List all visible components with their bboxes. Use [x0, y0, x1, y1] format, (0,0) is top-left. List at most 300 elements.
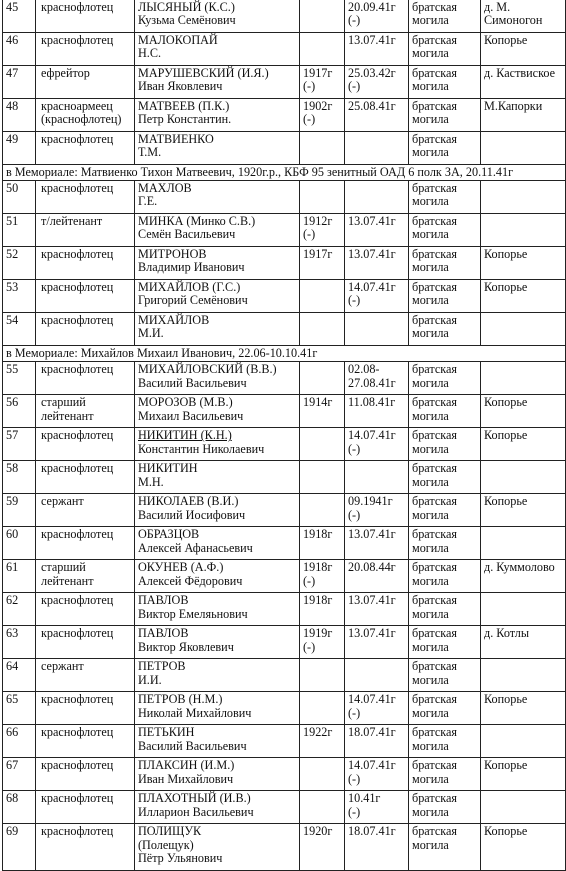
birth-year-cell-line: (-) — [303, 639, 316, 654]
table-row — [3, 214, 566, 247]
memorial-note-row — [3, 346, 566, 362]
burial-cell-line: братская — [412, 0, 458, 14]
death-date-cell-line: (-) — [348, 441, 361, 456]
place-cell-line: Копорье — [484, 395, 528, 410]
death-date-cell — [345, 0, 409, 33]
rank-cell-line: краснофлотец — [41, 626, 114, 641]
place-cell-line: Копорье — [484, 428, 528, 443]
place-cell — [481, 758, 566, 791]
row-number: 46 — [3, 33, 36, 66]
row-number: 45 — [3, 0, 36, 33]
burial-cell-line: могила — [412, 474, 449, 489]
row-number: 62 — [3, 593, 36, 626]
place-cell-line: Копорье — [484, 280, 528, 295]
death-date-cell — [345, 560, 409, 593]
death-date-cell — [345, 593, 409, 626]
place-cell — [481, 494, 566, 527]
death-date-cell — [345, 791, 409, 824]
birth-year-cell-line: (-) — [303, 227, 316, 242]
death-date-cell — [345, 692, 409, 725]
place-cell — [481, 659, 566, 692]
rank-cell — [36, 33, 135, 66]
row-number: 59 — [3, 494, 36, 527]
birth-year-cell — [300, 626, 345, 659]
name-cell-line: ПЛАХОТНЫЙ (И.В.) — [138, 791, 251, 806]
memorial-note: в Мемориале: Михайлов Михаил Иванович, 22.06-10.10.41г — [3, 346, 566, 362]
death-date-cell — [345, 626, 409, 659]
birth-year-cell — [300, 362, 345, 395]
place-cell-line: Копорье — [484, 247, 528, 262]
place-cell — [481, 132, 566, 165]
death-date-cell-line: (-) — [348, 507, 361, 522]
death-date-cell — [345, 362, 409, 395]
burial-cell-line: могила — [412, 573, 449, 588]
death-date-cell-line: 18.07.41г — [348, 824, 396, 839]
burial-cell-line: братская — [412, 593, 458, 608]
table-row — [3, 395, 566, 428]
birth-year-cell-line: 1917г — [303, 66, 333, 80]
burial-cell-line: братская — [412, 33, 458, 47]
burial-cell-line: могила — [412, 145, 449, 160]
birth-year-cell — [300, 494, 345, 527]
name-cell — [135, 181, 300, 214]
rank-cell-line: краснофлотец — [41, 280, 114, 295]
rank-cell-line: ефрейтор — [41, 66, 90, 80]
name-cell — [135, 725, 300, 758]
birth-year-cell — [300, 725, 345, 758]
burial-cell-line: братская — [412, 626, 458, 641]
table-row — [3, 66, 566, 99]
death-date-cell-line: 10.41г — [348, 791, 381, 806]
name-cell-line: Алексей Фёдорович — [138, 573, 243, 588]
place-cell-line: Копорье — [484, 33, 528, 47]
name-cell-line: МАТВЕЕВ (П.К.) — [138, 99, 230, 113]
death-date-cell-line: 25.03.42г — [348, 66, 396, 80]
rank-cell — [36, 824, 135, 871]
row-number: 66 — [3, 725, 36, 758]
death-date-cell — [345, 428, 409, 461]
table-row — [3, 758, 566, 791]
name-cell — [135, 626, 300, 659]
birth-year-cell — [300, 428, 345, 461]
rank-cell — [36, 428, 135, 461]
burial-cell-line: братская — [412, 659, 458, 674]
death-date-cell-line: 13.07.41г — [348, 593, 396, 608]
name-cell-line: Михаил Васильевич — [138, 408, 244, 423]
burial-cell-line: братская — [412, 527, 458, 542]
name-cell-line: МАТВИЕНКО — [138, 132, 214, 146]
rank-cell-line: краснофлотец — [41, 692, 114, 707]
death-date-cell-line: 25.08.41г — [348, 99, 396, 113]
name-cell-line: ЛЫСЯНЫЙ (К.С.) — [138, 0, 235, 14]
birth-year-cell — [300, 280, 345, 313]
name-cell-line: НИКИТИН (К.Н.) — [138, 428, 232, 443]
birth-year-cell-line: (-) — [303, 112, 316, 127]
place-cell — [481, 99, 566, 132]
name-cell — [135, 593, 300, 626]
burial-cell — [409, 494, 481, 527]
name-cell — [135, 214, 300, 247]
table-row — [3, 659, 566, 692]
birth-year-cell — [300, 247, 345, 280]
burial-cell — [409, 461, 481, 494]
name-cell — [135, 758, 300, 791]
birth-year-cell — [300, 593, 345, 626]
birth-year-cell — [300, 66, 345, 99]
name-cell — [135, 560, 300, 593]
name-cell — [135, 791, 300, 824]
birth-year-cell-line: 1914г — [303, 395, 333, 410]
birth-year-cell-line: 1920г — [303, 824, 333, 839]
death-date-cell — [345, 99, 409, 132]
name-cell-line: Иван Михайлович — [138, 771, 234, 786]
table-row — [3, 692, 566, 725]
burial-cell-line: могила — [412, 705, 449, 720]
name-cell-line: ПЛАКСИН (И.М.) — [138, 758, 235, 773]
name-cell-line: НИКОЛАЕВ (В.И.) — [138, 494, 239, 509]
birth-year-cell-line: 1919г — [303, 626, 333, 641]
row-number: 56 — [3, 395, 36, 428]
place-cell-line: д. М. — [484, 0, 511, 14]
burial-cell — [409, 626, 481, 659]
rank-cell-line: краснофлотец — [41, 428, 114, 443]
row-number: 54 — [3, 313, 36, 346]
rank-cell-line: лейтенант — [41, 408, 94, 423]
death-date-cell-line: 13.07.41г — [348, 247, 396, 262]
name-cell-line: ПЕТРОВ (Н.М.) — [138, 692, 223, 707]
name-cell-line: ПАВЛОВ — [138, 593, 189, 608]
burial-cell-line: братская — [412, 461, 458, 476]
row-number: 68 — [3, 791, 36, 824]
table-row — [3, 593, 566, 626]
burial-cell — [409, 214, 481, 247]
death-date-cell — [345, 494, 409, 527]
death-date-cell-line: (-) — [348, 13, 361, 28]
name-cell-line: Григорий Семёнович — [138, 293, 248, 308]
name-cell-line: МОРОЗОВ (М.В.) — [138, 395, 233, 410]
name-cell — [135, 527, 300, 560]
burial-cell-line: могила — [412, 79, 449, 94]
row-number: 51 — [3, 214, 36, 247]
place-cell — [481, 214, 566, 247]
death-date-cell-line: 02.08- — [348, 362, 380, 377]
table-row — [3, 461, 566, 494]
place-cell-line: Симоногон — [484, 13, 543, 28]
rank-cell — [36, 725, 135, 758]
burial-cell-line: братская — [412, 824, 458, 839]
rank-cell — [36, 99, 135, 132]
burial-cell — [409, 758, 481, 791]
burial-cell — [409, 428, 481, 461]
name-cell-line: Илларион Васильевич — [138, 804, 254, 819]
rank-cell-line: краснофлотец — [41, 461, 114, 476]
name-cell — [135, 33, 300, 66]
burial-cell-line: могила — [412, 738, 449, 753]
death-date-cell — [345, 247, 409, 280]
row-number: 53 — [3, 280, 36, 313]
burial-cell-line: могила — [412, 375, 449, 390]
burial-cell — [409, 66, 481, 99]
name-cell — [135, 313, 300, 346]
rank-cell-line: краснофлотец — [41, 824, 114, 839]
rank-cell — [36, 791, 135, 824]
table-row — [3, 527, 566, 560]
burial-cell-line: могила — [412, 260, 449, 275]
birth-year-cell — [300, 181, 345, 214]
burial-cell-line: могила — [412, 112, 449, 127]
burial-cell-line: могила — [412, 804, 449, 819]
table-row — [3, 33, 566, 66]
birth-year-cell — [300, 99, 345, 132]
name-cell-line: Николай Михайлович — [138, 705, 252, 720]
birth-year-cell-line: 1918г — [303, 527, 333, 542]
birth-year-cell-line: 1922г — [303, 725, 333, 740]
death-date-cell — [345, 725, 409, 758]
birth-year-cell-line: 1902г — [303, 99, 333, 113]
death-date-cell-line: 20.08.44г — [348, 560, 396, 575]
birth-year-cell-line: 1912г — [303, 214, 333, 229]
burial-cell — [409, 824, 481, 871]
row-number: 48 — [3, 99, 36, 132]
death-date-cell — [345, 132, 409, 165]
table-row — [3, 626, 566, 659]
name-cell-line: ПОЛИЩУК — [138, 824, 202, 839]
name-cell-line: Василий Васильевич — [138, 375, 247, 390]
place-cell — [481, 461, 566, 494]
rank-cell-line: (краснофлотец) — [41, 112, 122, 127]
name-cell — [135, 824, 300, 871]
table-row — [3, 560, 566, 593]
row-number: 65 — [3, 692, 36, 725]
death-date-cell — [345, 181, 409, 214]
row-number: 47 — [3, 66, 36, 99]
burial-cell-line: могила — [412, 606, 449, 621]
name-cell — [135, 461, 300, 494]
burial-cell-line: братская — [412, 280, 458, 295]
burial-cell — [409, 280, 481, 313]
death-date-cell-line: 13.07.41г — [348, 626, 396, 641]
row-number: 60 — [3, 527, 36, 560]
row-number: 61 — [3, 560, 36, 593]
name-cell-line: Г.Е. — [138, 194, 158, 209]
rank-cell — [36, 593, 135, 626]
rank-cell — [36, 494, 135, 527]
table-row — [3, 99, 566, 132]
death-date-cell-line: 13.07.41г — [348, 33, 396, 47]
rank-cell — [36, 659, 135, 692]
rank-cell-line: краснофлотец — [41, 527, 114, 542]
name-cell-line: Владимир Иванович — [138, 260, 245, 275]
burial-cell-line: братская — [412, 362, 458, 377]
death-date-cell-line: 11.08.41г — [348, 395, 396, 410]
document-page — [2, 0, 565, 871]
burial-cell-line: братская — [412, 725, 458, 740]
burial-cell-line: могила — [412, 13, 449, 28]
name-cell-line: Н.С. — [138, 46, 162, 61]
death-date-cell — [345, 395, 409, 428]
death-date-cell — [345, 461, 409, 494]
death-date-cell-line: 14.07.41г — [348, 758, 396, 773]
place-cell — [481, 791, 566, 824]
row-number: 55 — [3, 362, 36, 395]
burial-cell-line: могила — [412, 46, 449, 61]
name-cell-line: МИХАЙЛОВ — [138, 313, 210, 328]
place-cell — [481, 824, 566, 871]
place-cell — [481, 626, 566, 659]
death-date-cell-line: (-) — [348, 293, 361, 308]
table-row — [3, 247, 566, 280]
name-cell-line: Пётр Ульянович — [138, 850, 223, 865]
burial-cell — [409, 181, 481, 214]
death-date-cell — [345, 280, 409, 313]
burial-cell-line: братская — [412, 791, 458, 806]
death-date-cell-line: 13.07.41г — [348, 527, 396, 542]
name-cell — [135, 280, 300, 313]
row-number: 63 — [3, 626, 36, 659]
name-cell-line: МАХЛОВ — [138, 181, 192, 196]
name-cell-line: МИНКА (Минко С.В.) — [138, 214, 256, 229]
rank-cell — [36, 692, 135, 725]
death-date-cell — [345, 824, 409, 871]
rank-cell — [36, 280, 135, 313]
burial-cell-line: братская — [412, 247, 458, 262]
name-cell — [135, 66, 300, 99]
place-cell-line: Копорье — [484, 824, 528, 839]
burial-cell-line: братская — [412, 66, 458, 80]
place-cell-line: М.Капорки — [484, 99, 543, 113]
birth-year-cell-line: 1917г — [303, 247, 333, 262]
place-cell — [481, 560, 566, 593]
name-cell-line: Василий Иосифович — [138, 507, 246, 522]
death-date-cell-line: (-) — [348, 79, 361, 94]
name-cell-line: МИХАЙЛОВ (Г.С.) — [138, 280, 241, 295]
rank-cell-line: краснофлотец — [41, 758, 114, 773]
rank-cell-line: краснофлотец — [41, 725, 114, 740]
burial-cell — [409, 725, 481, 758]
death-date-cell-line: 27.08.41г — [348, 375, 396, 390]
name-cell — [135, 494, 300, 527]
name-cell-line: ОБРАЗЦОВ — [138, 527, 200, 542]
name-cell-line: МАРУШЕВСКИЙ (И.Я.) — [138, 66, 269, 80]
row-number: 52 — [3, 247, 36, 280]
birth-year-cell — [300, 824, 345, 871]
rank-cell — [36, 395, 135, 428]
burial-cell-line: могила — [412, 408, 449, 423]
name-cell — [135, 362, 300, 395]
name-cell-line: Кузьма Семёнович — [138, 13, 236, 28]
birth-year-cell — [300, 33, 345, 66]
burial-cell-line: братская — [412, 214, 458, 229]
name-cell — [135, 428, 300, 461]
birth-year-cell-line: 1918г — [303, 593, 333, 608]
rank-cell-line: старший — [41, 395, 86, 410]
death-date-cell-line: 09.1941г — [348, 494, 393, 509]
burial-cell-line: братская — [412, 132, 458, 146]
birth-year-cell-line: (-) — [303, 573, 316, 588]
row-number: 69 — [3, 824, 36, 871]
rank-cell-line: краснофлотец — [41, 132, 114, 146]
burial-cell — [409, 395, 481, 428]
birth-year-cell — [300, 560, 345, 593]
burial-cell — [409, 99, 481, 132]
rank-cell — [36, 626, 135, 659]
burial-cell — [409, 560, 481, 593]
burial-cell-line: могила — [412, 194, 449, 209]
rank-cell — [36, 362, 135, 395]
rank-cell-line: краснофлотец — [41, 593, 114, 608]
memorial-note-row — [3, 165, 566, 181]
name-cell-line: Т.М. — [138, 145, 162, 160]
table-row — [3, 181, 566, 214]
place-cell — [481, 692, 566, 725]
death-date-cell-line: (-) — [348, 705, 361, 720]
place-cell — [481, 247, 566, 280]
burial-cell-line: могила — [412, 771, 449, 786]
name-cell — [135, 0, 300, 33]
place-cell — [481, 66, 566, 99]
name-cell — [135, 247, 300, 280]
birth-year-cell — [300, 313, 345, 346]
death-date-cell-line: 14.07.41г — [348, 280, 396, 295]
burial-cell-line: могила — [412, 293, 449, 308]
burial-cell — [409, 692, 481, 725]
table-row — [3, 725, 566, 758]
name-cell-line: НИКИТИН — [138, 461, 198, 476]
table-row — [3, 791, 566, 824]
name-cell-line: ПЕТЬКИН — [138, 725, 195, 740]
row-number: 67 — [3, 758, 36, 791]
burial-cell-line: могила — [412, 639, 449, 654]
birth-year-cell — [300, 395, 345, 428]
death-date-cell — [345, 66, 409, 99]
name-cell-line: Петр Константин. — [138, 112, 232, 127]
burial-cell-line: братская — [412, 692, 458, 707]
burial-cell-line: братская — [412, 181, 458, 196]
place-cell — [481, 0, 566, 33]
place-cell-line: Копорье — [484, 692, 528, 707]
burial-cell-line: братская — [412, 494, 458, 509]
place-cell — [481, 362, 566, 395]
burial-cell — [409, 362, 481, 395]
name-cell-line: МАЛОКОПАЙ — [138, 33, 218, 47]
burial-cell-line: могила — [412, 837, 449, 852]
birth-year-cell — [300, 527, 345, 560]
name-cell-line: ОКУНЕВ (А.Ф.) — [138, 560, 224, 575]
rank-cell — [36, 758, 135, 791]
table-row — [3, 428, 566, 461]
death-date-cell-line: 14.07.41г — [348, 428, 396, 443]
rank-cell-line: т/лейтенант — [41, 214, 103, 229]
place-cell — [481, 593, 566, 626]
burial-cell-line: могила — [412, 326, 449, 341]
birth-year-cell — [300, 791, 345, 824]
burial-cell — [409, 0, 481, 33]
name-cell-line: Виктор Яковлевич — [138, 639, 234, 654]
rank-cell — [36, 313, 135, 346]
place-cell-line: д. Куммолово — [484, 560, 555, 575]
burial-cell — [409, 527, 481, 560]
rank-cell-line: лейтенант — [41, 573, 94, 588]
birth-year-cell — [300, 692, 345, 725]
name-cell-line: Василий Васильевич — [138, 738, 247, 753]
burial-cell — [409, 659, 481, 692]
table-row — [3, 280, 566, 313]
name-cell-line: Алексей Афанасьевич — [138, 540, 253, 555]
rank-cell-line: краснофлотец — [41, 362, 114, 377]
birth-year-cell — [300, 132, 345, 165]
table-row — [3, 362, 566, 395]
death-date-cell — [345, 214, 409, 247]
